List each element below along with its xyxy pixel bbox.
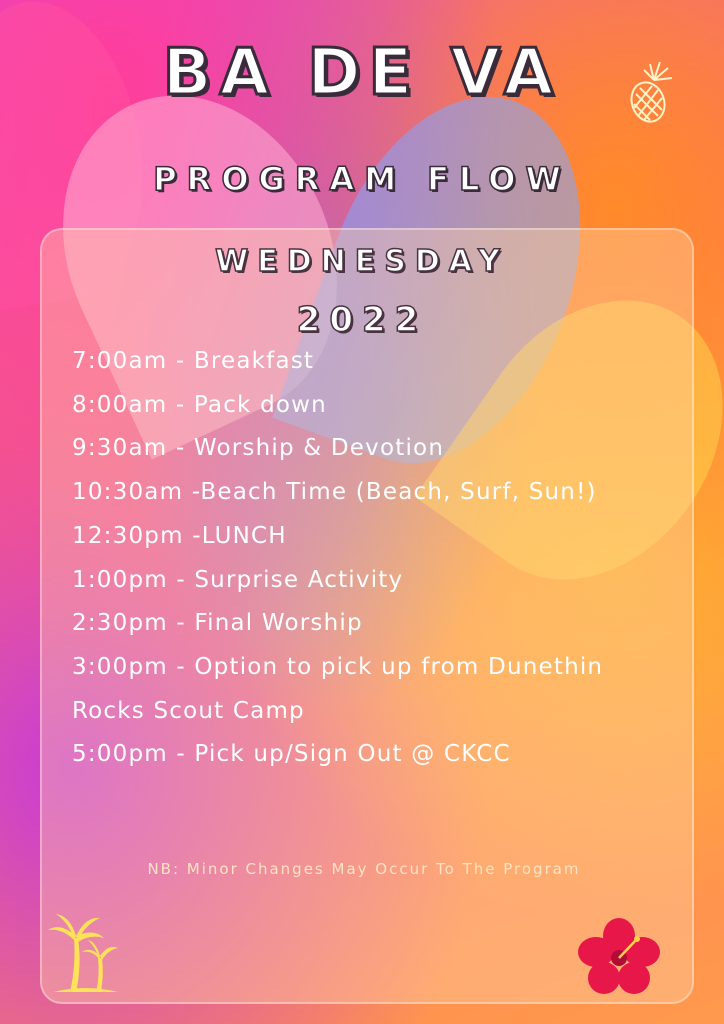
- schedule-item: 5:00pm - Pick up/Sign Out @ CKCC: [72, 741, 511, 768]
- schedule-item: 3:00pm - Option to pick up from Dunethin: [72, 653, 604, 680]
- schedule-list: [72, 340, 672, 777]
- schedule-item: 1:00pm - Surprise Activity: [72, 566, 404, 593]
- schedule-item: 8:00am - Pack down: [72, 391, 327, 418]
- schedule-item: 2:30pm - Final Worship: [72, 610, 363, 637]
- palm-tree-icon: [48, 908, 120, 994]
- schedule-item: Rocks Scout Camp: [72, 697, 305, 724]
- poster-title: BA DE VA: [162, 36, 562, 110]
- poster-subtitle: PROGRAM FLOW: [153, 160, 571, 198]
- schedule-item: 12:30pm -LUNCH: [72, 522, 287, 549]
- schedule-item: 10:30am -Beach Time (Beach, Surf, Sun!): [72, 479, 597, 506]
- hibiscus-flower-icon: [576, 918, 662, 998]
- schedule-year: 2022: [296, 300, 428, 340]
- schedule-item: 7:00am - Breakfast: [72, 348, 315, 374]
- schedule-day: WEDNESDAY: [215, 244, 509, 279]
- pineapple-icon: [624, 60, 680, 126]
- schedule-item: 9:30am - Worship & Devotion: [72, 435, 445, 462]
- program-note: NB: Minor Changes May Occur To The Program: [147, 860, 581, 878]
